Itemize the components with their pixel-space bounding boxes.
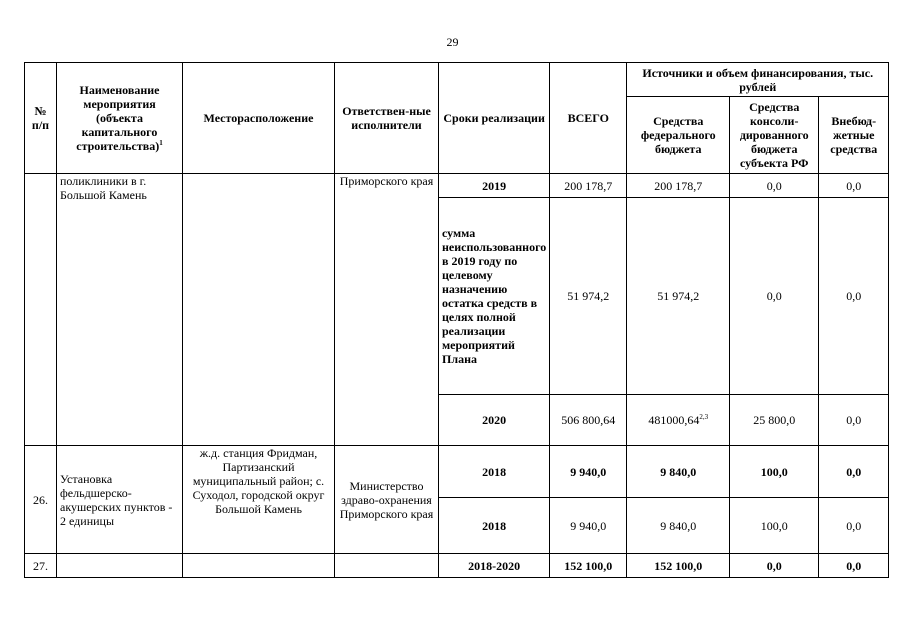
block1-federal-unused: 51 974,2 [627, 198, 730, 395]
block1-num [25, 174, 57, 446]
block1-regional-unused: 0,0 [730, 198, 819, 395]
block1-total-2020: 506 800,64 [550, 395, 627, 446]
row27-federal: 152 100,0 [627, 554, 730, 578]
row26-total-1: 9 940,0 [550, 446, 627, 498]
row27-period: 2018-2020 [439, 554, 550, 578]
row26-total-2: 9 940,0 [550, 498, 627, 554]
row27-regional: 0,0 [730, 554, 819, 578]
financing-table [24, 62, 889, 578]
header-name: Наименование мероприятия (объекта капитального строительства)$^1$ [57, 63, 183, 174]
header-total: ВСЕГО [550, 63, 627, 174]
row27-location [183, 554, 335, 578]
row27-total: 152 100,0 [550, 554, 627, 578]
block1-extra-2020: 0,0 [819, 395, 889, 446]
block1-period-unused: сумма неиспользованного в 2019 году по целевому назначению остатка средств в целях полной реализации мероприятий Плана [439, 198, 550, 395]
header-federal: Средства федерального бюджета [627, 97, 730, 174]
row26-num: 26. [25, 446, 57, 554]
row26-period-2: 2018 [439, 498, 550, 554]
row26-location: ж.д. станция Фридман, Партизанский муниципальный район; с. Суходол, городской округ Большой Камень [183, 446, 335, 554]
row26-extra-2: 0,0 [819, 498, 889, 554]
header-regional: Средства консоли-дированного бюджета субъекта РФ [730, 97, 819, 174]
block1-extra-unused: 0,0 [819, 198, 889, 395]
row27-responsible [335, 554, 439, 578]
block1-period-2019: 2019 [439, 174, 550, 198]
row26-federal-2: 9 840,0 [627, 498, 730, 554]
block1-extra-2019: 0,0 [819, 174, 889, 198]
block1-total-2019: 200 178,7 [550, 174, 627, 198]
row26-name: Установка фельдшерско-акушерских пунктов - 2 единицы [57, 446, 183, 554]
block1-responsible: Приморского края [335, 174, 439, 446]
header-location: Месторасположение [183, 63, 335, 174]
block1-regional-2020: 25 800,0 [730, 395, 819, 446]
block1-federal-2019: 200 178,7 [627, 174, 730, 198]
block1-name: поликлиники в г. Большой Камень [57, 174, 183, 446]
block1-location [183, 174, 335, 446]
row27-name [57, 554, 183, 578]
block1-regional-2019: 0,0 [730, 174, 819, 198]
header-extra: Внебюд-жетные средства [819, 97, 889, 174]
block1-federal-2020: 481000,64$^{2,3}$ [627, 395, 730, 446]
row26-extra-1: 0,0 [819, 446, 889, 498]
header-num: № п/п [25, 63, 57, 174]
page-number: 29 [446, 35, 459, 49]
row27-num: 27. [25, 554, 57, 578]
row26-responsible: Министерство здраво-охранения Приморского края [335, 446, 439, 554]
header-responsible: Ответствен-ные исполнители [335, 63, 439, 174]
header-period: Сроки реализации [439, 63, 550, 174]
header-sources: Источники и объем финансирования, тыс. рублей [627, 63, 889, 97]
row26-regional-2: 100,0 [730, 498, 819, 554]
row26-federal-1: 9 840,0 [627, 446, 730, 498]
block1-total-unused: 51 974,2 [550, 198, 627, 395]
block1-period-2020: 2020 [439, 395, 550, 446]
row27-extra: 0,0 [819, 554, 889, 578]
row26-regional-1: 100,0 [730, 446, 819, 498]
row26-period-1: 2018 [439, 446, 550, 498]
